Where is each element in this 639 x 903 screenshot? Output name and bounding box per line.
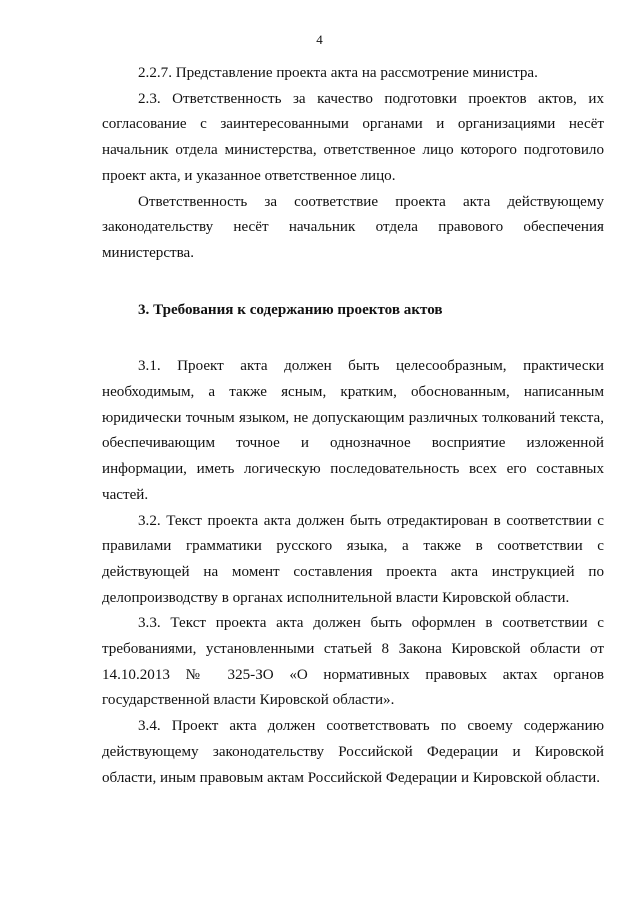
paragraph-3-3: 3.3. Текст проекта акта должен быть оформлен в соответствии с требованиями, установленными статьей 8 Закона Кировской области от 14.10.2013 № 325-ЗО «О нормативных правовых актах органов государственной власти Кировской области». <box>102 615 604 709</box>
paragraph-3-1: 3.1. Проект акта должен быть целесообразным, практически необходимым, а также ясным, кратким, обоснованным, написанным юридически точным языком, не допускающим различных толкований текста, обеспечивающим точное и однозначное восприятие изложенной информации, иметь логическую последовательность всех его составных частей. <box>102 358 604 503</box>
paragraph-3-4: 3.4. Проект акта должен соответствовать по своему содержанию действующему законодательству Российской Федерации и Кировской области, иным правовым актам Российской Федерации и Кировской области. <box>102 718 604 786</box>
paragraph-2-3: 2.3. Ответственность за качество подготовки проектов актов, их согласование с заинтересованными органами и организациями несёт начальник отдела министерства, ответственное лицо которого подготовило проект акта, и указанное ответственное лицо. <box>102 90 604 184</box>
document-body <box>102 61 604 791</box>
section-3-heading: 3. Требования к содержанию проектов актов <box>138 301 443 318</box>
page-number: 4 <box>316 32 323 47</box>
paragraph-3-2: 3.2. Текст проекта акта должен быть отредактирован в соответствии с правилами грамматики русского языка, а также в соответствии с действующей на момент составления проекта акта инструкцией по делопроизводству в органах исполнительной власти Кировской области. <box>102 512 604 606</box>
paragraph-2-2-7: 2.2.7. Представление проекта акта на рассмотрение министра. <box>138 65 538 81</box>
paragraph-responsibility: Ответственность за соответствие проекта акта действующему законодательству несёт начальник отдела правового обеспечения министерства. <box>102 193 604 261</box>
